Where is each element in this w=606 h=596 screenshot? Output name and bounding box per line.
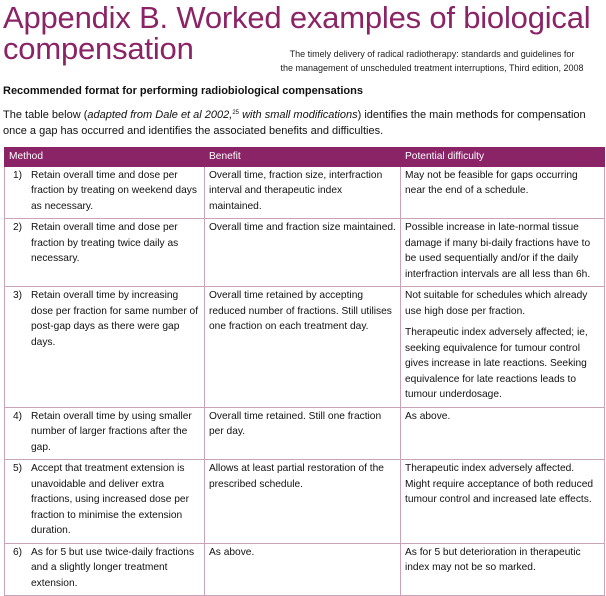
intro-text-before: The table below ( bbox=[3, 109, 88, 121]
table-row bbox=[5, 407, 605, 460]
difficulty-cell bbox=[401, 460, 605, 544]
difficulty-text: As for 5 but deterioration in therapeutic index may not be so marked. bbox=[405, 546, 581, 573]
method-text: Retain overall time and dose per fraction by treating twice daily as necessary. bbox=[31, 222, 179, 264]
header-method: Method bbox=[5, 148, 205, 167]
method-cell bbox=[5, 166, 205, 219]
difficulty-cell bbox=[401, 543, 605, 596]
row-number: 1) bbox=[13, 169, 23, 181]
table-row bbox=[5, 287, 605, 408]
intro-paragraph bbox=[3, 107, 601, 139]
intro-citation-ref: 25 bbox=[232, 110, 240, 116]
method-text: Retain overall time by using smaller number of larger fractions after the gap. bbox=[31, 410, 192, 453]
method-cell bbox=[5, 460, 205, 544]
difficulty-cell bbox=[401, 287, 605, 408]
benefit-cell: Overall time and fraction size maintained. bbox=[205, 219, 401, 287]
publication-line-1: The timely delivery of radical radiotherapy: standards and guidelines for bbox=[289, 49, 575, 59]
benefit-cell: As above. bbox=[205, 543, 401, 596]
publication-reference bbox=[262, 47, 602, 75]
table-row bbox=[5, 460, 605, 544]
method-cell bbox=[5, 287, 205, 408]
section-title: Recommended format for performing radiobiological compensations bbox=[3, 85, 363, 97]
heading-line-2: compensation bbox=[3, 31, 194, 66]
difficulty-text: As above. bbox=[405, 410, 451, 422]
benefit-cell: Overall time retained. Still one fraction per day. bbox=[205, 407, 401, 460]
row-number: 2) bbox=[13, 222, 23, 233]
difficulty-text: Possible increase in late-normal tissue damage if many bi-daily fractions have to be used sequentially and/or if the daily interfraction intervals are all less than 6h. bbox=[405, 222, 591, 280]
method-cell bbox=[5, 543, 205, 596]
difficulty-text: Therapeutic index adversely affected; ie, seeking equivalence for tumour control gives increase in late reactions. Seeking equivalence for late reactions leads to tumour underdosage. bbox=[405, 327, 588, 400]
difficulty-cell bbox=[401, 166, 605, 219]
intro-text-after: ) identifies the main methods for compensation once a gap has occurred and identifies the associated benefits and difficulties. bbox=[3, 109, 586, 137]
table-row bbox=[5, 219, 605, 287]
difficulty-text: May not be feasible for gaps occurring near the end of a schedule. bbox=[405, 169, 578, 196]
row-number: 6) bbox=[13, 546, 23, 558]
difficulty-text: Not suitable for schedules which already use high dose per fraction. bbox=[405, 290, 588, 317]
method-text: Accept that treatment extension is unavoidable and deliver extra fractions, using increased dose per fraction to minimise the extension duration. bbox=[31, 463, 189, 536]
compensation-methods-table bbox=[4, 147, 605, 596]
method-cell bbox=[5, 407, 205, 460]
heading-line-1: Appendix B. Worked examples of biological bbox=[3, 0, 591, 35]
table-row bbox=[5, 543, 605, 596]
row-number: 3) bbox=[13, 290, 23, 301]
row-number: 4) bbox=[13, 410, 23, 422]
method-text: Retain overall time and dose per fraction by treating on weekend days as necessary. bbox=[31, 169, 197, 212]
difficulty-cell bbox=[401, 219, 605, 287]
method-cell bbox=[5, 219, 205, 287]
publication-line-2: the management of unscheduled treatment interruptions, Third edition, 2008 bbox=[280, 63, 584, 73]
header-benefit: Benefit bbox=[205, 148, 401, 167]
benefit-cell: Overall time retained by accepting reduced number of fractions. Still utilises one fraction on each treatment day. bbox=[205, 287, 401, 408]
difficulty-cell bbox=[401, 407, 605, 460]
intro-citation: adapted from Dale et al 2002, bbox=[87, 109, 233, 121]
method-text: Retain overall time by increasing dose per fraction for same number of post-gap days as there were gap days. bbox=[31, 290, 199, 348]
intro-citation-note: with small modifications bbox=[239, 109, 358, 121]
difficulty-text: Therapeutic index adversely affected. Might require acceptance of both reduced tumour control and increased late effects. bbox=[405, 463, 594, 505]
header-difficulty: Potential difficulty bbox=[401, 148, 605, 167]
table-row bbox=[5, 166, 605, 219]
row-number: 5) bbox=[13, 463, 23, 474]
benefit-cell: Allows at least partial restoration of the prescribed schedule. bbox=[205, 460, 401, 544]
method-text: As for 5 but use twice-daily fractions and a slightly longer treatment extension. bbox=[31, 546, 195, 589]
benefit-cell: Overall time, fraction size, interfraction interval and therapeutic index maintained. bbox=[205, 166, 401, 219]
table-header-row bbox=[5, 148, 605, 167]
